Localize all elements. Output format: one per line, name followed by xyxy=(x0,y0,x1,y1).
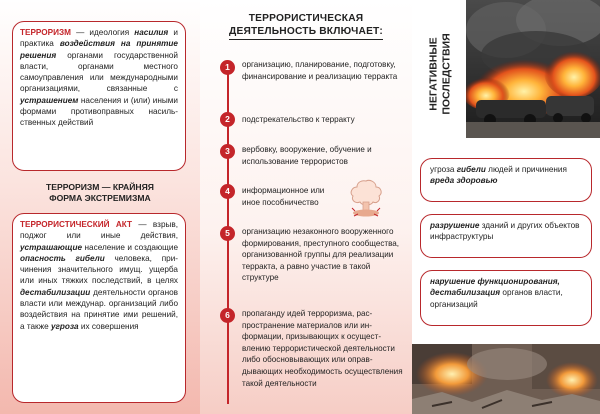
body-text: людей и причинения xyxy=(485,165,567,174)
consequences-title-line1: НЕГАТИВНЫЕ xyxy=(427,37,440,111)
consequences-title-line2: ПОСЛЕДСТВИЯ xyxy=(440,33,452,115)
term-highlight: ТЕРРОРИСТИЧЕСКИЙ АКТ xyxy=(20,220,132,229)
step-number-badge: 3 xyxy=(220,144,235,159)
body-text: и практика xyxy=(20,28,178,49)
step-text: организацию незаконного вооруженного формирования, преступного сообщества, организованной группы для реализации терракта, а равно участие в такой структуре xyxy=(242,227,400,283)
emphasis-text: устрашением xyxy=(20,95,79,105)
body-text: — взрыв, поджог или иные действия, xyxy=(20,220,179,241)
step-number-badge: 6 xyxy=(220,308,235,323)
terrorism-definition-card xyxy=(12,21,186,171)
burning-cars-photo xyxy=(466,0,600,138)
explosion-icon xyxy=(346,178,386,218)
body-text: — идеология xyxy=(70,28,135,37)
emphasis-text: воздействия на принятие решения xyxy=(20,39,178,60)
consequence-card-destabilization xyxy=(420,270,592,326)
emphasis-text: разрушение xyxy=(430,221,480,230)
body-text: их совершения xyxy=(78,321,139,331)
emphasis-text: вреда здоровью xyxy=(430,176,498,186)
emphasis-text: опасность гибели xyxy=(20,253,105,263)
emphasis-text: устрашающие xyxy=(20,242,83,252)
body-text: органами государственной власти, органами местного самоуправления или международными организациями, связанные с xyxy=(20,50,178,94)
step-text: вербовку, вооружение, обучение и использование террористов xyxy=(242,145,372,166)
extremism-heading-line2: ФОРМА ЭКСТРЕМИЗМА xyxy=(49,193,151,203)
step-text: информационное или иное пособничество xyxy=(242,186,325,207)
body-text: население и создающие xyxy=(82,242,178,252)
middle-panel xyxy=(200,0,412,414)
emphasis-text: насилия xyxy=(134,28,169,37)
emphasis-text: угроза xyxy=(50,321,79,331)
activities-heading-line2: ДЕЯТЕЛЬНОСТЬ ВКЛЮЧАЕТ: xyxy=(229,26,383,41)
extremism-heading-line1: ТЕРРОРИЗМ — КРАЙНЯЯ xyxy=(45,182,154,192)
term-highlight: ТЕРРОРИЗМ xyxy=(20,28,71,37)
step-text: организацию, планирование, подготовку, финансирование и реализацию терракта xyxy=(242,60,398,81)
body-text: человека, причинения значительного имущ. ущерба или иных тяжких последствий, в целях xyxy=(20,253,179,286)
step-number-badge: 1 xyxy=(220,60,235,75)
activities-heading xyxy=(200,13,412,40)
terror-act-definition-card xyxy=(12,213,186,403)
body-text: органов власти, организаций xyxy=(430,288,563,309)
consequence-card-casualties xyxy=(420,158,592,202)
consequence-card-destruction xyxy=(420,214,592,258)
step-number-badge: 4 xyxy=(220,184,235,199)
step-text: пропаганду идей терроризма, распространение материалов или информации, призывающих к осуществлению террористической деятельности либо обосновывающих или оправдывающих необходимость осуществления такой деятельности xyxy=(242,309,403,388)
step-number-badge: 5 xyxy=(220,226,235,241)
extremism-heading xyxy=(0,182,200,204)
activities-heading-line1: ТЕРРОРИСТИЧЕСКАЯ xyxy=(248,13,364,24)
body-text: угроза xyxy=(430,165,457,174)
left-panel xyxy=(0,0,200,414)
emphasis-text: гибели xyxy=(456,165,486,174)
step-text: подстрекательство к терракту xyxy=(242,115,355,124)
consequences-title xyxy=(416,10,464,138)
destroyed-building-photo xyxy=(412,344,600,414)
body-text: населения и (или) иными формами противоправных насильственных действий xyxy=(20,95,178,128)
body-text: зданий и других объектов инфраструктуры xyxy=(430,221,580,242)
emphasis-text: дестабилизации xyxy=(20,287,91,297)
body-text: деятельности органов власти или междунар. организаций либо воздействия на принятие ими решений, а также xyxy=(20,287,178,331)
emphasis-text: нарушение функционирования, дестабилизация xyxy=(430,277,560,298)
right-panel xyxy=(412,0,600,414)
step-number-badge: 2 xyxy=(220,112,235,127)
